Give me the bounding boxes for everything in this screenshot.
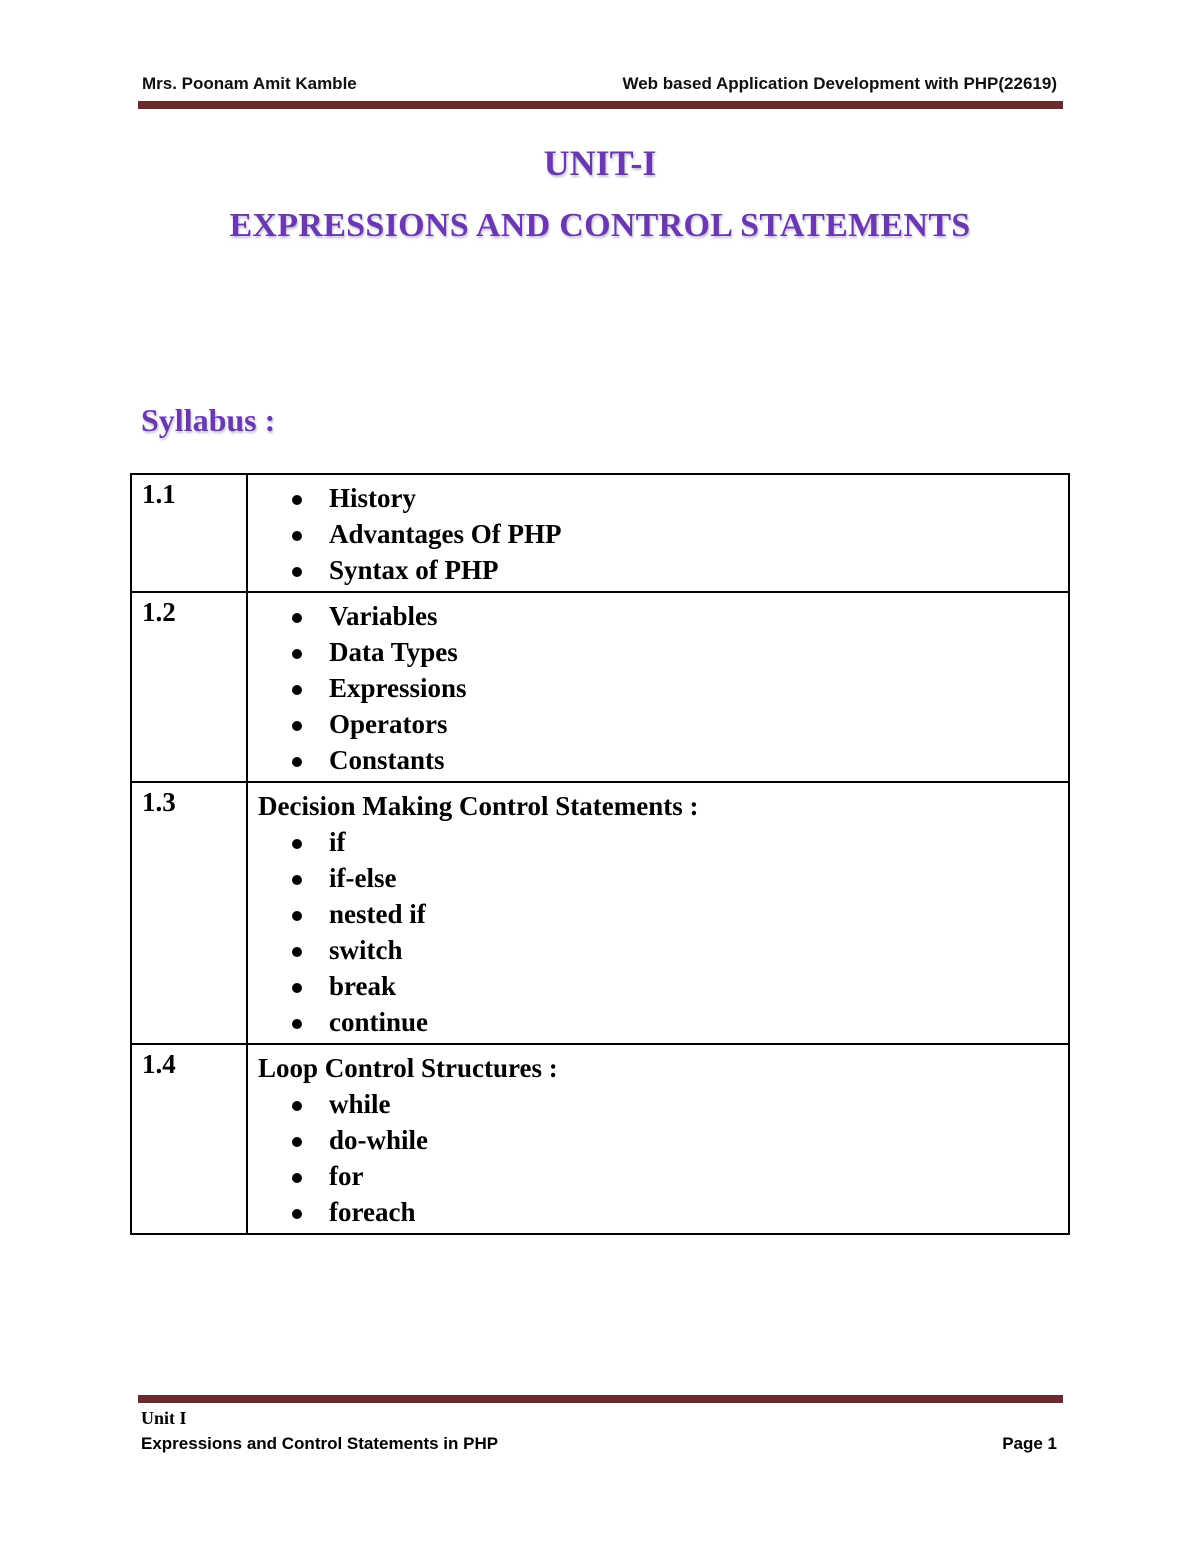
list-item bbox=[292, 1158, 1068, 1194]
header-course: Web based Application Development with PHP(22619) bbox=[622, 74, 1057, 93]
bullet-icon bbox=[292, 1209, 302, 1219]
bullet-icon bbox=[292, 495, 302, 505]
syllabus-topic-heading: Decision Making Control Statements : bbox=[258, 791, 699, 821]
syllabus-topic-list bbox=[258, 480, 1068, 588]
list-item-text: History bbox=[329, 483, 416, 513]
list-item bbox=[292, 896, 1068, 932]
list-item bbox=[292, 1122, 1068, 1158]
bullet-icon bbox=[292, 685, 302, 695]
header-author: Mrs. Poonam Amit Kamble bbox=[142, 74, 357, 93]
bullet-icon bbox=[292, 721, 302, 731]
bullet-icon bbox=[292, 911, 302, 921]
list-item-text: break bbox=[329, 971, 397, 1001]
footer-page-number: Page 1 bbox=[1002, 1434, 1057, 1453]
list-item-text: Variables bbox=[329, 601, 438, 631]
list-item-text: continue bbox=[329, 1007, 429, 1037]
list-item bbox=[292, 742, 1068, 778]
bullet-icon bbox=[292, 839, 302, 849]
list-item-text: for bbox=[329, 1161, 364, 1191]
syllabus-table bbox=[130, 473, 1070, 1235]
list-item-text: while bbox=[329, 1089, 391, 1119]
list-item bbox=[292, 634, 1068, 670]
bullet-icon bbox=[292, 531, 302, 541]
bullet-icon bbox=[292, 1019, 302, 1029]
bullet-icon bbox=[292, 1173, 302, 1183]
syllabus-topic-heading: Loop Control Structures : bbox=[258, 1053, 558, 1083]
list-item bbox=[292, 1194, 1068, 1230]
syllabus-row-number: 1.4 bbox=[131, 1044, 247, 1234]
bullet-icon bbox=[292, 875, 302, 885]
syllabus-row bbox=[131, 592, 1069, 782]
syllabus-row-number: 1.1 bbox=[131, 474, 247, 592]
syllabus-row-number: 1.2 bbox=[131, 592, 247, 782]
list-item-text: Syntax of PHP bbox=[329, 555, 499, 585]
list-item-text: Data Types bbox=[329, 637, 458, 667]
header-rule bbox=[138, 101, 1063, 109]
main-title: EXPRESSIONS AND CONTROL STATEMENTS bbox=[229, 207, 971, 244]
syllabus-heading: Syllabus : bbox=[141, 402, 276, 438]
bullet-icon bbox=[292, 947, 302, 957]
list-item-text: if bbox=[329, 827, 346, 857]
list-item bbox=[292, 552, 1068, 588]
list-item-text: switch bbox=[329, 935, 403, 965]
list-item-text: Constants bbox=[329, 745, 445, 775]
syllabus-topic-list bbox=[258, 598, 1068, 778]
list-item bbox=[292, 516, 1068, 552]
list-item bbox=[292, 670, 1068, 706]
list-item bbox=[292, 860, 1068, 896]
list-item bbox=[292, 1004, 1068, 1040]
list-item-text: Advantages Of PHP bbox=[329, 519, 562, 549]
list-item bbox=[292, 932, 1068, 968]
bullet-icon bbox=[292, 1101, 302, 1111]
list-item-text: Operators bbox=[329, 709, 448, 739]
syllabus-topic-list bbox=[258, 824, 1068, 1040]
list-item-text: do-while bbox=[329, 1125, 429, 1155]
syllabus-row-content bbox=[247, 592, 1069, 782]
list-item-text: if-else bbox=[329, 863, 397, 893]
list-item-text: Expressions bbox=[329, 673, 467, 703]
bullet-icon bbox=[292, 613, 302, 623]
list-item bbox=[292, 968, 1068, 1004]
bullet-icon bbox=[292, 757, 302, 767]
bullet-icon bbox=[292, 1137, 302, 1147]
syllabus-row-content bbox=[247, 474, 1069, 592]
list-item bbox=[292, 706, 1068, 742]
list-item bbox=[292, 480, 1068, 516]
list-item-text: foreach bbox=[329, 1197, 416, 1227]
syllabus-row-content bbox=[247, 1044, 1069, 1234]
syllabus-row-content bbox=[247, 782, 1069, 1044]
unit-title: UNIT-I bbox=[543, 143, 657, 183]
syllabus-row bbox=[131, 1044, 1069, 1234]
list-item bbox=[292, 598, 1068, 634]
bullet-icon bbox=[292, 983, 302, 993]
syllabus-row bbox=[131, 782, 1069, 1044]
list-item bbox=[292, 824, 1068, 860]
list-item-text: nested if bbox=[329, 899, 426, 929]
footer-subject: Expressions and Control Statements in PHP bbox=[141, 1434, 499, 1453]
list-item bbox=[292, 1086, 1068, 1122]
footer-rule bbox=[138, 1395, 1063, 1403]
bullet-icon bbox=[292, 649, 302, 659]
footer-unit: Unit I bbox=[141, 1408, 187, 1428]
bullet-icon bbox=[292, 567, 302, 577]
syllabus-topic-list bbox=[258, 1086, 1068, 1230]
syllabus-row-number: 1.3 bbox=[131, 782, 247, 1044]
syllabus-row bbox=[131, 474, 1069, 592]
